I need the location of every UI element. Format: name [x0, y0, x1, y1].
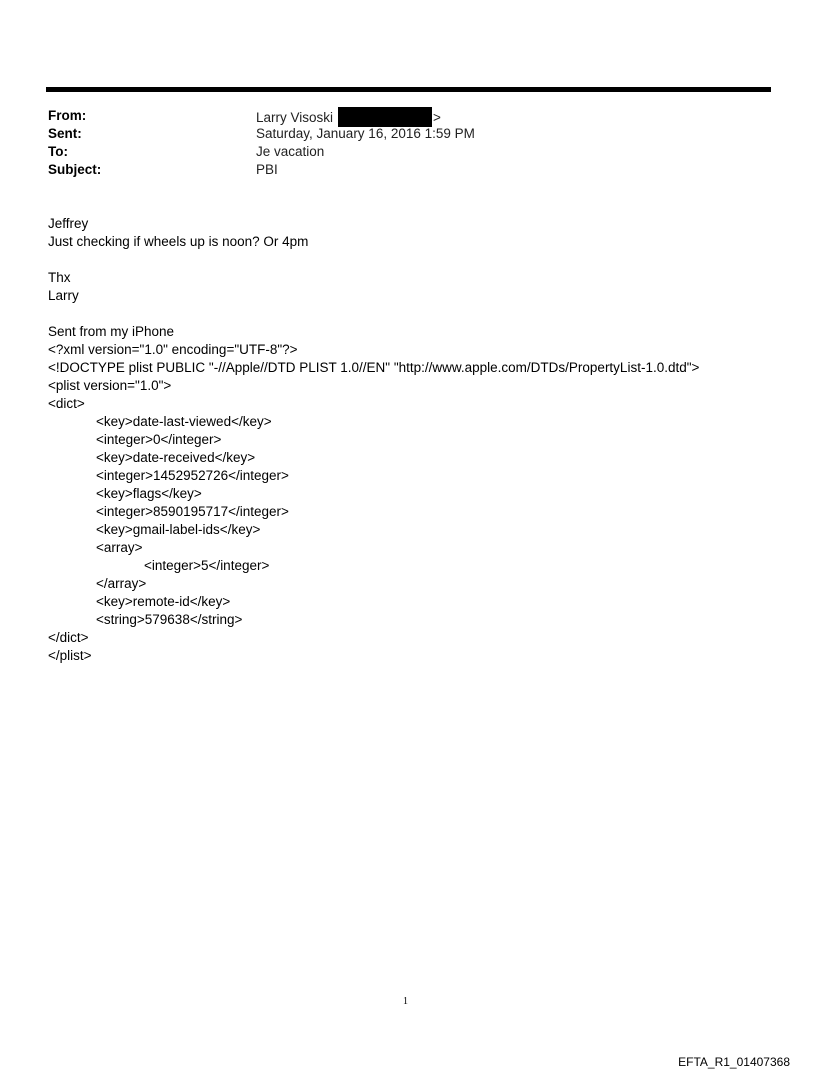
redaction-block [338, 107, 432, 127]
doctype: <!DOCTYPE plist PUBLIC "-//Apple//DTD PLIST 1.0//EN" "http://www.apple.com/DTDs/PropertyList-1.0.dtd"> [48, 360, 700, 375]
plist-key: <key>date-last-viewed</key> [96, 414, 272, 429]
from-value [256, 107, 441, 127]
from-label: From: [48, 108, 87, 123]
subject-value: PBI [256, 162, 278, 177]
plist-integer: <integer>1452952726</integer> [96, 468, 289, 483]
plist-close: </plist> [48, 648, 92, 663]
plist-key: <key>gmail-label-ids</key> [96, 522, 261, 537]
signature: Larry [48, 288, 79, 303]
to-label: To: [48, 144, 68, 159]
plist-array-integer: <integer>5</integer> [144, 558, 270, 573]
message-line: Just checking if wheels up is noon? Or 4pm [48, 234, 309, 249]
plist-array-open: <array> [96, 540, 143, 555]
xml-declaration: <?xml version="1.0" encoding="UTF-8"?> [48, 342, 298, 357]
plist-key: <key>flags</key> [96, 486, 202, 501]
page-number: 1 [403, 996, 408, 1007]
sent-label: Sent: [48, 126, 82, 141]
plist-key: <key>date-received</key> [96, 450, 256, 465]
plist-open: <plist version="1.0"> [48, 378, 172, 393]
bates-number: EFTA_R1_01407368 [678, 1055, 790, 1069]
greeting: Jeffrey [48, 216, 89, 231]
to-value: Je vacation [256, 144, 325, 159]
header-divider [46, 87, 771, 92]
dict-open: <dict> [48, 396, 85, 411]
from-suffix: > [433, 110, 441, 125]
from-name: Larry Visoski [256, 110, 334, 125]
subject-label: Subject: [48, 162, 102, 177]
plist-integer: <integer>0</integer> [96, 432, 222, 447]
plist-array-close: </array> [96, 576, 147, 591]
sent-from: Sent from my iPhone [48, 324, 175, 339]
plist-key: <key>remote-id</key> [96, 594, 231, 609]
dict-close: </dict> [48, 630, 89, 645]
sent-value: Saturday, January 16, 2016 1:59 PM [256, 126, 475, 141]
plist-string: <string>579638</string> [96, 612, 243, 627]
thanks: Thx [48, 270, 71, 285]
plist-integer: <integer>8590195717</integer> [96, 504, 289, 519]
